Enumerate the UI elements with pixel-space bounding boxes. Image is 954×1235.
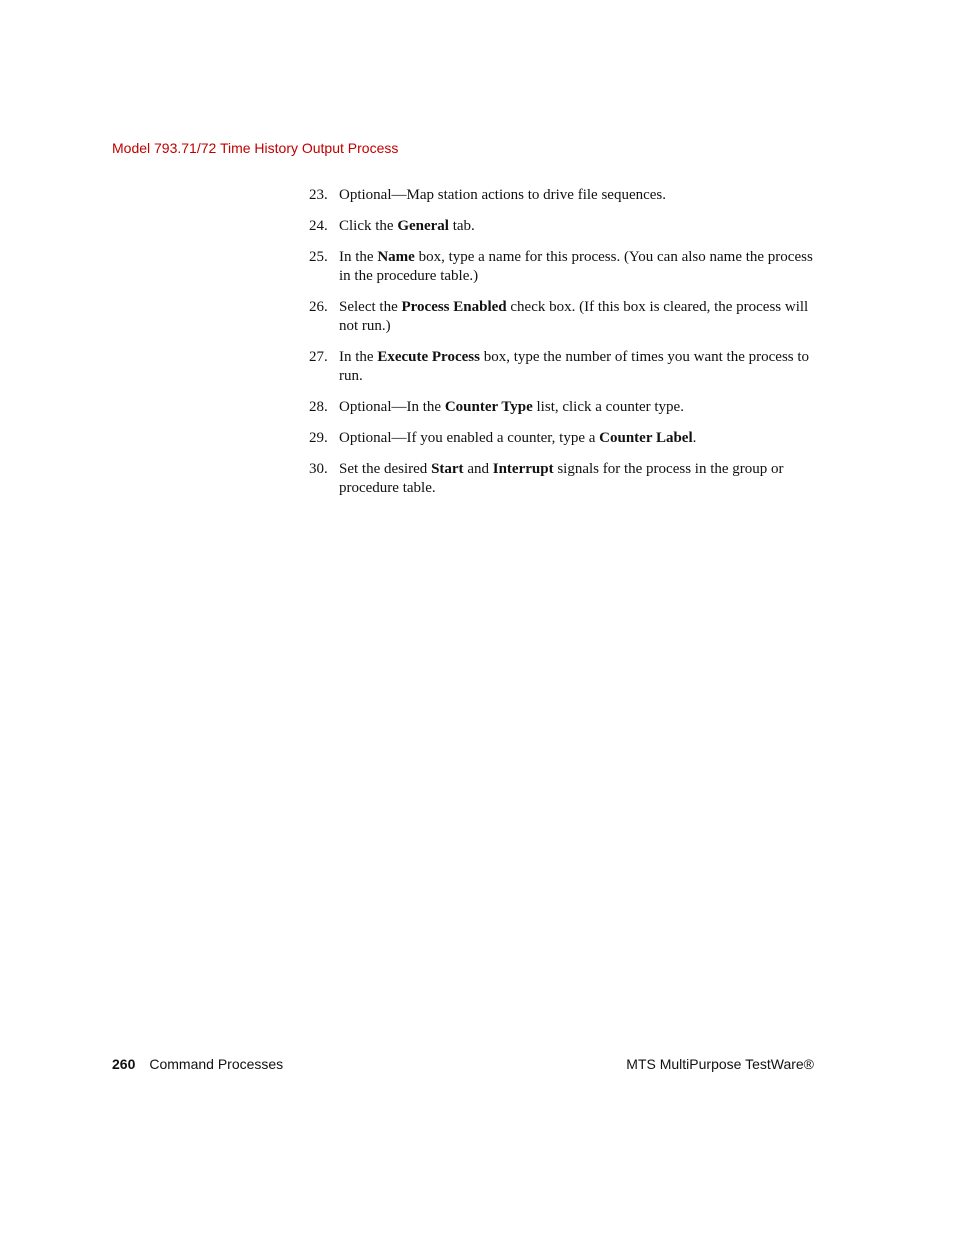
procedure-step	[309, 248, 814, 286]
step-text	[339, 249, 813, 284]
step-text-run: signals for the process in the group or procedure table.	[339, 461, 784, 496]
footer-left	[112, 1056, 283, 1072]
step-text-run: list, click a counter type.	[532, 399, 684, 415]
step-text	[339, 399, 684, 415]
step-text-run: and	[463, 461, 493, 477]
step-text-run: Optional—If you enabled a counter, type a	[339, 430, 600, 446]
step-ui-term: Start	[431, 461, 464, 477]
step-ui-term: Execute Process	[377, 349, 480, 365]
step-number: 25.	[309, 249, 328, 265]
procedure-step	[309, 348, 814, 386]
step-text-run: Optional—Map station actions to drive file sequences.	[339, 187, 667, 203]
step-text-run: box, type the number of times you want the process to run.	[339, 349, 810, 384]
procedure-step	[309, 429, 814, 448]
product-name: MTS MultiPurpose TestWare®	[626, 1056, 814, 1072]
step-text	[339, 349, 809, 384]
step-text	[339, 187, 666, 203]
step-text-run: tab.	[448, 218, 475, 234]
step-text-run: In the	[339, 249, 378, 265]
step-text	[339, 461, 784, 496]
step-text-run: check box. (If this box is cleared, the process will not run.)	[339, 299, 809, 334]
step-ui-term: General	[397, 218, 449, 234]
procedure-step	[309, 398, 814, 417]
step-text	[339, 218, 475, 234]
step-number: 26.	[309, 299, 328, 315]
procedure-step	[309, 460, 814, 498]
step-number: 29.	[309, 430, 328, 446]
step-number: 27.	[309, 349, 328, 365]
step-text-run: Optional—In the	[339, 399, 445, 415]
step-number: 23.	[309, 187, 328, 203]
step-text	[339, 430, 696, 446]
step-ui-term: Name	[377, 249, 415, 265]
procedure-step	[309, 217, 814, 236]
procedure-steps-list	[309, 186, 814, 510]
section-header: Model 793.71/72 Time History Output Process	[112, 140, 399, 156]
step-text-run: box, type a name for this process. (You can also name the process in the procedure table.)	[339, 249, 813, 284]
step-ui-term: Interrupt	[492, 461, 554, 477]
step-text-run: Set the desired	[339, 461, 432, 477]
step-number: 28.	[309, 399, 328, 415]
chapter-title: Command Processes	[149, 1056, 284, 1072]
step-text	[339, 299, 808, 334]
step-text-run: In the	[339, 349, 378, 365]
step-text-run: Click the	[339, 218, 398, 234]
step-text-run: .	[692, 430, 697, 446]
procedure-step	[309, 298, 814, 336]
step-ui-term: Process Enabled	[401, 299, 507, 315]
step-text-run: Select the	[339, 299, 402, 315]
step-number: 24.	[309, 218, 328, 234]
step-ui-term: Counter Type	[444, 399, 533, 415]
step-number: 30.	[309, 461, 328, 477]
page-number: 260	[112, 1056, 136, 1072]
step-ui-term: Counter Label	[599, 430, 693, 446]
procedure-step	[309, 186, 814, 205]
